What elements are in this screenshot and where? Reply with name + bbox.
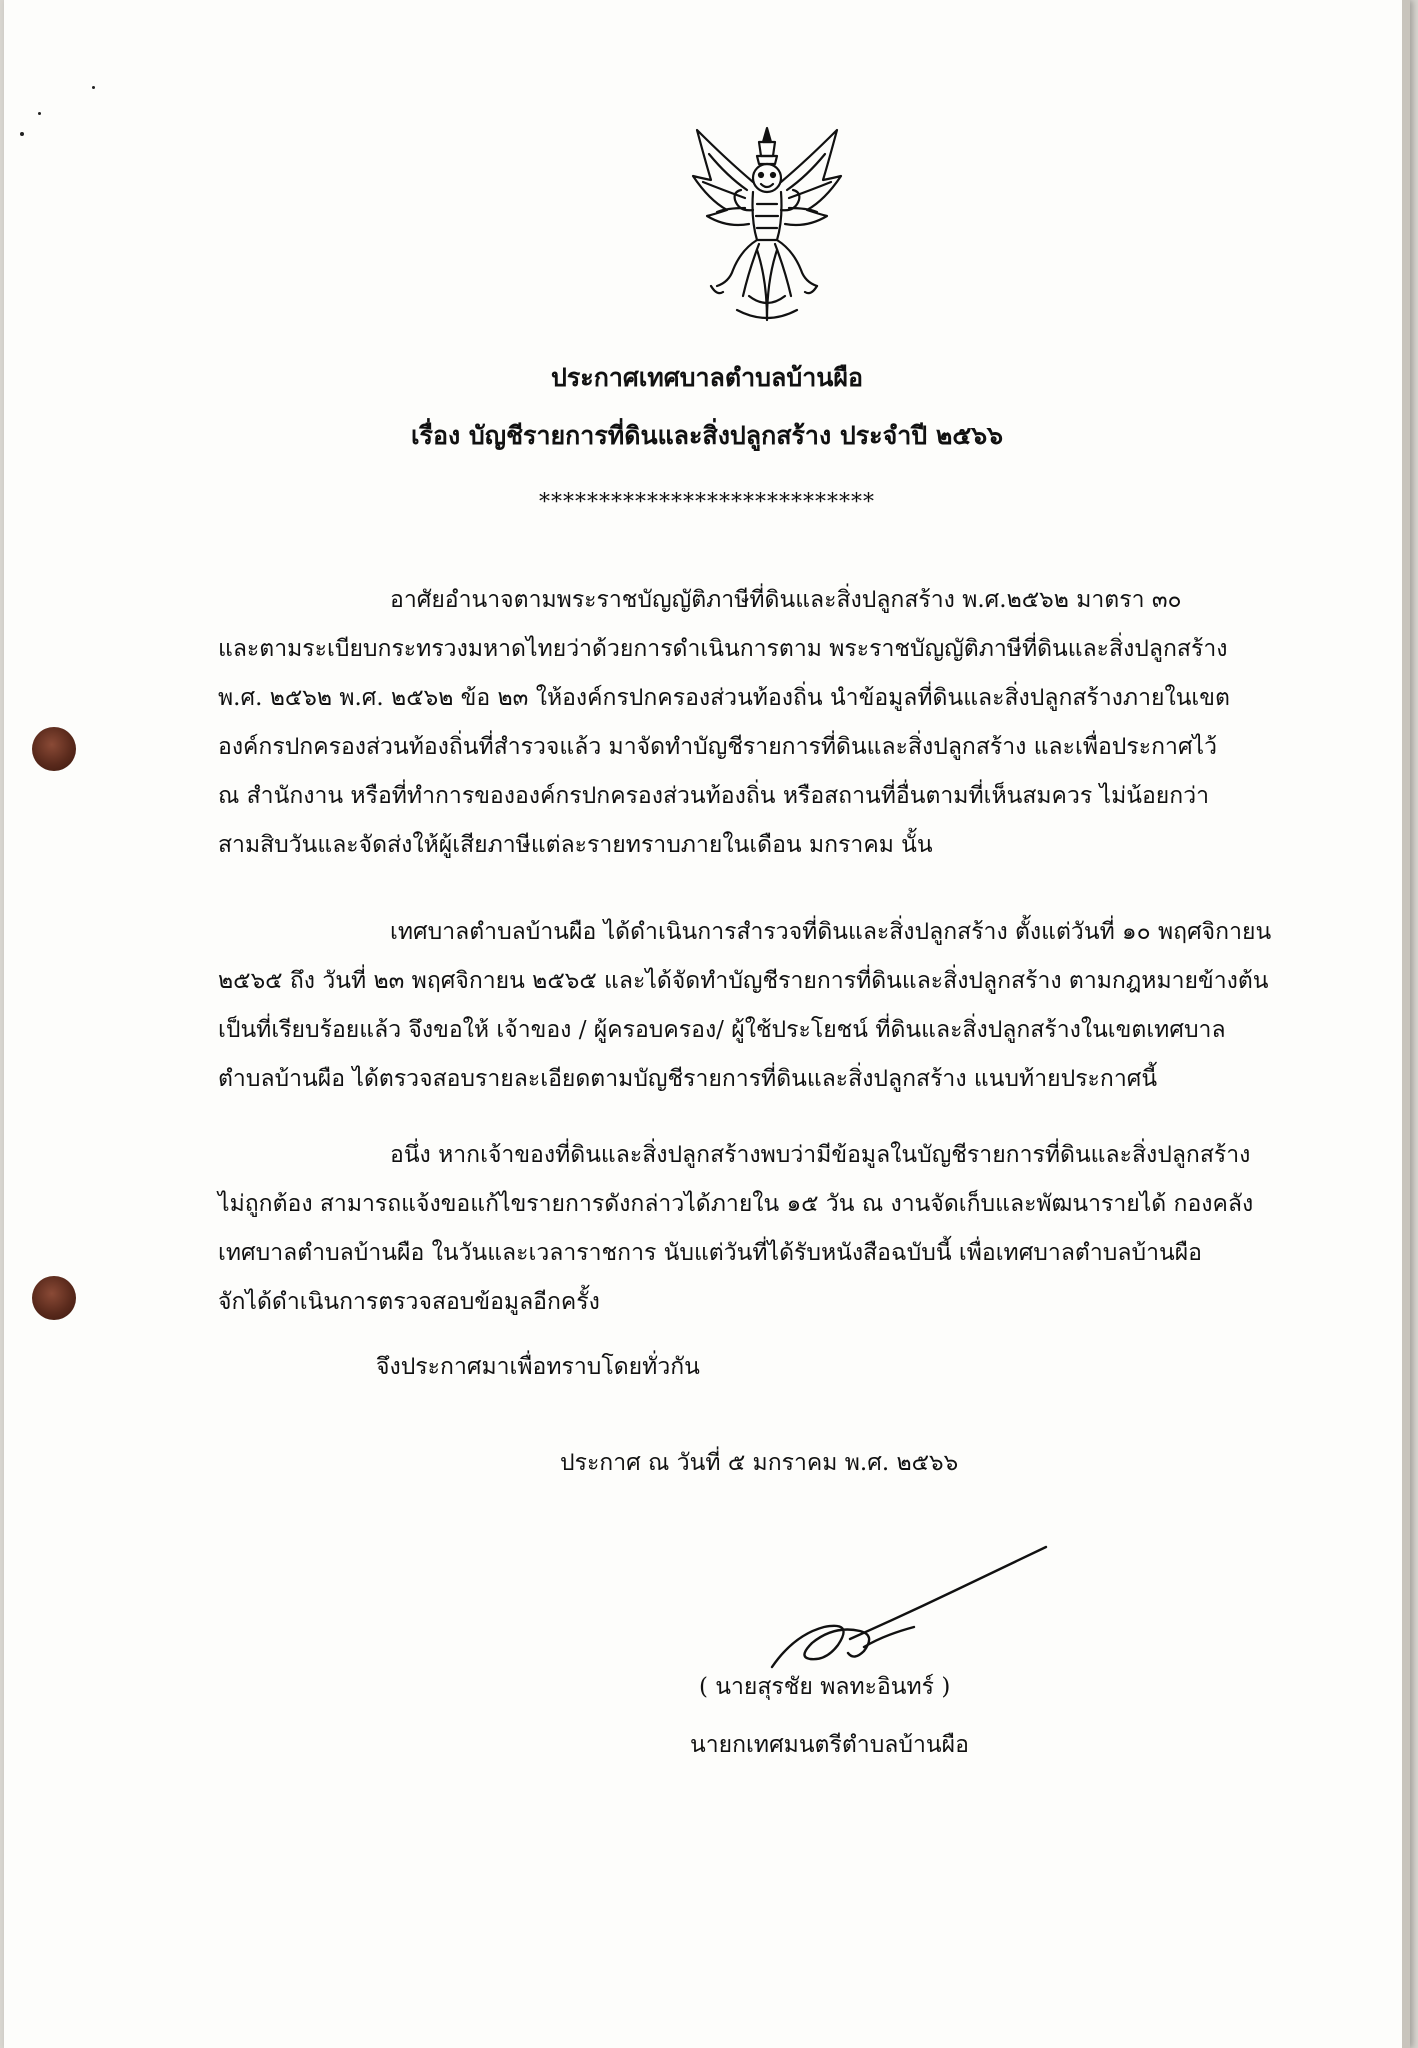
paragraph-line: เทศบาลตำบลบ้านผือ ในวันและเวลาราชการ นับแต่วันที่ได้รับหนังสือฉบับนี้ เพื่อเทศบาลตำบลบ้านผือ <box>218 1240 1202 1266</box>
scan-speck <box>20 132 24 136</box>
paragraph-line: อนึ่ง หากเจ้าของที่ดินและสิ่งปลูกสร้างพบว่ามีข้อมูลในบัญชีรายการที่ดินและสิ่งปลูกสร้าง <box>390 1142 1251 1168</box>
closing-statement: จึงประกาศมาเพื่อทราบโดยทั่วกัน <box>376 1354 700 1380</box>
separator-line: **************************** <box>539 490 875 515</box>
paragraph-line: ไม่ถูกต้อง สามารถแจ้งขอแก้ไขรายการดังกล่าวได้ภายใน ๑๕ วัน ณ งานจัดเก็บและพัฒนารายได้ กองคลัง <box>218 1191 1254 1217</box>
punch-hole-upper <box>32 727 76 771</box>
paragraph-line: สามสิบวันและจัดส่งให้ผู้เสียภาษีแต่ละรายทราบภายในเดือน มกราคม นั้น <box>218 832 933 858</box>
signatory-position: นายกเทศมนตรีตำบลบ้านผือ <box>690 1732 969 1758</box>
paragraph-line: เทศบาลตำบลบ้านผือ ได้ดำเนินการสำรวจที่ดินและสิ่งปลูกสร้าง ตั้งแต่วันที่ ๑๐ พฤศจิกายน <box>390 919 1272 945</box>
document-page <box>4 0 1410 2048</box>
page-edge <box>1402 0 1410 2048</box>
paragraph-line: เป็นที่เรียบร้อยแล้ว จึงขอให้ เจ้าของ / ผู้ครอบครอง/ ผู้ใช้ประโยชน์ ที่ดินและสิ่งปลูกสร้างในเขตเทศบาล <box>218 1017 1226 1043</box>
signatory-name: ( นายสุรชัย พลทะอินทร์ ) <box>699 1674 951 1700</box>
paragraph-line: ณ สำนักงาน หรือที่ทำการขององค์กรปกครองส่วนท้องถิ่น หรือสถานที่อื่นตามที่เห็นสมควร ไม่น้อยกว่า <box>218 783 1210 809</box>
paragraph-line: พ.ศ. ๒๕๖๒ พ.ศ. ๒๕๖๒ ข้อ ๒๓ ให้องค์กรปกครองส่วนท้องถิ่น นำข้อมูลที่ดินและสิ่งปลูกสร้างภายในเขต <box>218 685 1230 711</box>
punch-hole-lower <box>32 1276 76 1320</box>
scan-speck <box>38 112 41 115</box>
garuda-emblem-icon <box>687 120 847 330</box>
paragraph-line: องค์กรปกครองส่วนท้องถิ่นที่สำรวจแล้ว มาจัดทำบัญชีรายการที่ดินและสิ่งปลูกสร้าง และเพื่อประกาศไว้ <box>218 734 1218 760</box>
paragraph-line: ๒๕๖๕ ถึง วันที่ ๒๓ พฤศจิกายน ๒๕๖๕ และได้จัดทำบัญชีรายการที่ดินและสิ่งปลูกสร้าง ตามกฎหมายข้างต้น <box>218 968 1269 994</box>
paragraph-line: และตามระเบียบกระทรวงมหาดไทยว่าด้วยการดำเนินการตาม พระราชบัญญัติภาษีที่ดินและสิ่งปลูกสร้าง <box>218 636 1228 662</box>
paragraph-line: อาศัยอำนาจตามพระราชบัญญัติภาษีที่ดินและสิ่งปลูกสร้าง พ.ศ.๒๕๖๒ มาตรา ๓๐ <box>390 587 1182 613</box>
handwritten-signature <box>764 1535 1064 1685</box>
scan-speck <box>92 86 95 89</box>
paragraph-line: จักได้ดำเนินการตรวจสอบข้อมูลอีกครั้ง <box>218 1289 600 1315</box>
announcement-title: ประกาศเทศบาลตำบลบ้านผือ <box>550 363 863 392</box>
announcement-subject: เรื่อง บัญชีรายการที่ดินและสิ่งปลูกสร้าง ประจำปี ๒๕๖๖ <box>411 421 1003 450</box>
paragraph-line: ตำบลบ้านผือ ได้ตรวจสอบรายละเอียดตามบัญชีรายการที่ดินและสิ่งปลูกสร้าง แนบท้ายประกาศนี้ <box>218 1066 1158 1092</box>
announcement-date: ประกาศ ณ วันที่ ๕ มกราคม พ.ศ. ๒๕๖๖ <box>560 1450 959 1476</box>
